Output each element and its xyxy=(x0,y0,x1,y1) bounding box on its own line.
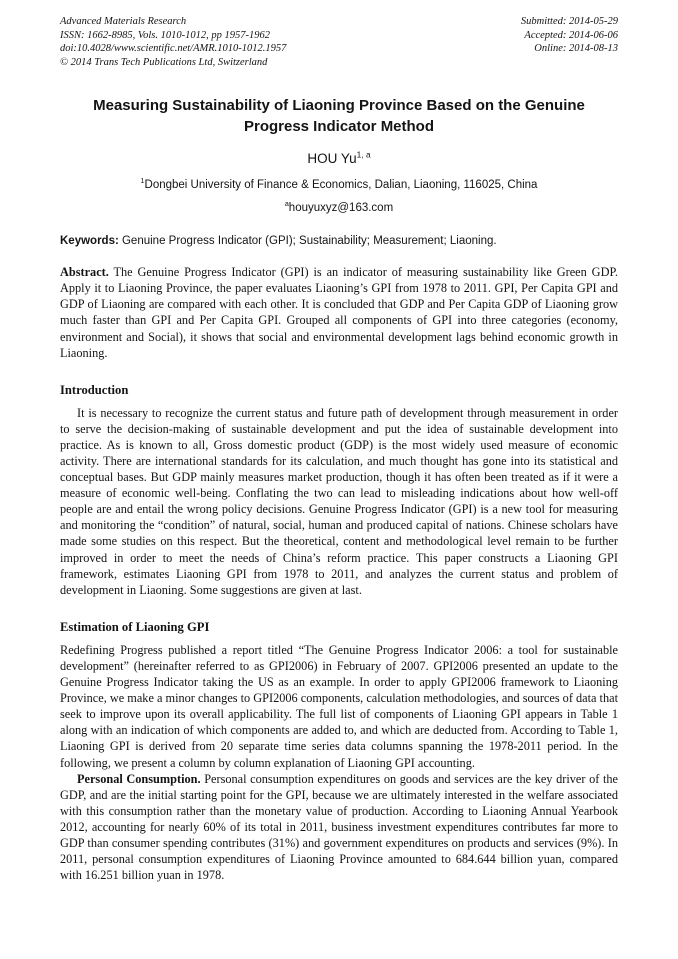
affiliation-line xyxy=(60,179,618,191)
affiliation-text: Dongbei University of Finance & Economics, Dalian, Liaoning, 116025, China xyxy=(144,179,538,192)
abstract-text: The Genuine Progress Indicator (GPI) is an indicator of measuring sustainability like Green GDP. Apply it to Liaoning Province, the paper evaluates Liaoning’s GPI from 1978 to 2011. GPI, Per Capita GPI and GDP of Liaoning are compared with each other. It is concluded that GDP and Per Capita GDP of Liaoning grow much faster than GPI and Per Capita GPI. Grouped all components of GPI into three categories (economy, environment and Social), it shows that social and environmental development lags behind economic growth in Liaoning. xyxy=(60,265,618,360)
section-heading-introduction: Introduction xyxy=(60,382,129,397)
journal-header xyxy=(60,15,618,70)
email-address: houyuxyz@163.com xyxy=(288,202,394,215)
abstract xyxy=(60,264,618,361)
section-heading-estimation: Estimation of Liaoning GPI xyxy=(60,619,210,634)
journal-name: Advanced Materials Research xyxy=(60,16,187,27)
keywords-line xyxy=(60,235,618,247)
affiliation-superscript: 1 xyxy=(140,177,145,186)
journal-doi-line: doi:10.4028/www.scientific.net/AMR.1010-1012.1957 xyxy=(60,43,287,55)
journal-issn-line: ISSN: 1662-8985, Vols. 1010-1012, pp 1957-1962 xyxy=(60,29,270,41)
author-superscript: 1, a xyxy=(356,149,371,160)
paragraph-text: Redefining Progress published a report titled “The Genuine Progress Indicator 2006: a tool for sustainable development” (hereinafter referred to as GPI2006) in February of 2007. GPI2006 presented an update to the Genuine Progress Indicator taking the US as an example. In order to apply GPI2006 framework to Liaoning Province, we make a minor changes to GPI2006 components, calculation methodologies, and sources of data that seek to improve upon its overall applicability. The full list of components of Liaoning GPI appears in Table 1 along with an indication of which components are added to, and which are deducted from. According to Table 1, Liaoning GPI is derived from 20 separate time series data columns spanning the 1978-2011 period. In the following, we present a column by column explanation of Liaoning GPI accounting. xyxy=(60,642,618,770)
date-accepted: Accepted: 2014-06-06 xyxy=(524,29,618,41)
author-line xyxy=(60,151,618,166)
journal-copyright-line: © 2014 Trans Tech Publications Ltd, Switzerland xyxy=(60,56,268,68)
abstract-label: Abstract. xyxy=(60,265,109,280)
email-superscript: a xyxy=(284,200,289,209)
paragraph-text: Personal consumption expenditures on goods and services are the key driver of the GDP, and are the initial starting point for the GPI, because we are ultimately interested in the welfare associated with this consumption rather than the monetary value of production. According to Liaoning Annual Yearbook 2012, accounting for nearly 60% of its total in 2011, business investment expenditures contributes far more to GDP than consumer spending contributes (31%) and government expenditures on products and services (9%). In 2011, personal consumption expenditures of Liaoning Province amounted to 684.644 billion yuan, compared with 16.251 billion yuan in 1978. xyxy=(60,771,618,883)
paragraph-estimation-1 xyxy=(60,642,618,771)
paragraph-estimation-2 xyxy=(60,771,618,884)
date-submitted: Submitted: 2014-05-29 xyxy=(520,16,618,27)
paragraph-lead: Personal Consumption. xyxy=(77,771,201,786)
journal-info xyxy=(60,15,286,70)
email-line xyxy=(60,202,618,214)
keywords-text: Genuine Progress Indicator (GPI); Sustainability; Measurement; Liaoning. xyxy=(118,235,497,248)
paper-title: Measuring Sustainability of Liaoning Province Based on the Genuine Progress Indicator Method xyxy=(93,96,585,135)
paragraph-text: It is necessary to recognize the current status and future path of development through measurement in order to serve the decision-making of sustainable development and put the idea of sustainable development into practice. As is known to all, Gross domestic product (GDP) is the most widely used measure of economic activity. There are international standards for its calculation, and much thought has gone into its statistical and conceptual bases. But GDP mainly measures market production, though it has often been treated as if it were a measure of economic well-being. Conflating the two can lead to misleading indications about how well-off people are and entail the wrong policy decisions. Genuine Progress Indicator (GPI) is a new tool for measuring and monitoring the “condition” of natural, social, human and produced capital of nations. Chinese scholars have made some studies on this respect. But the theoretical, content and methodological level remain to be further improved in order to meet the needs of China’s reform practice. This paper constructs a Liaoning GPI framework, estimates Liaoning GPI from 1978 to 2011, and analyzes the current status and problem of development in Liaoning. Some suggestions are given at last. xyxy=(60,405,618,597)
author-name: HOU Yu xyxy=(307,151,357,167)
keywords-label: Keywords: xyxy=(60,235,119,248)
date-online: Online: 2014-08-13 xyxy=(534,43,618,55)
paragraph-introduction-1 xyxy=(60,405,618,598)
submission-dates xyxy=(521,15,618,70)
